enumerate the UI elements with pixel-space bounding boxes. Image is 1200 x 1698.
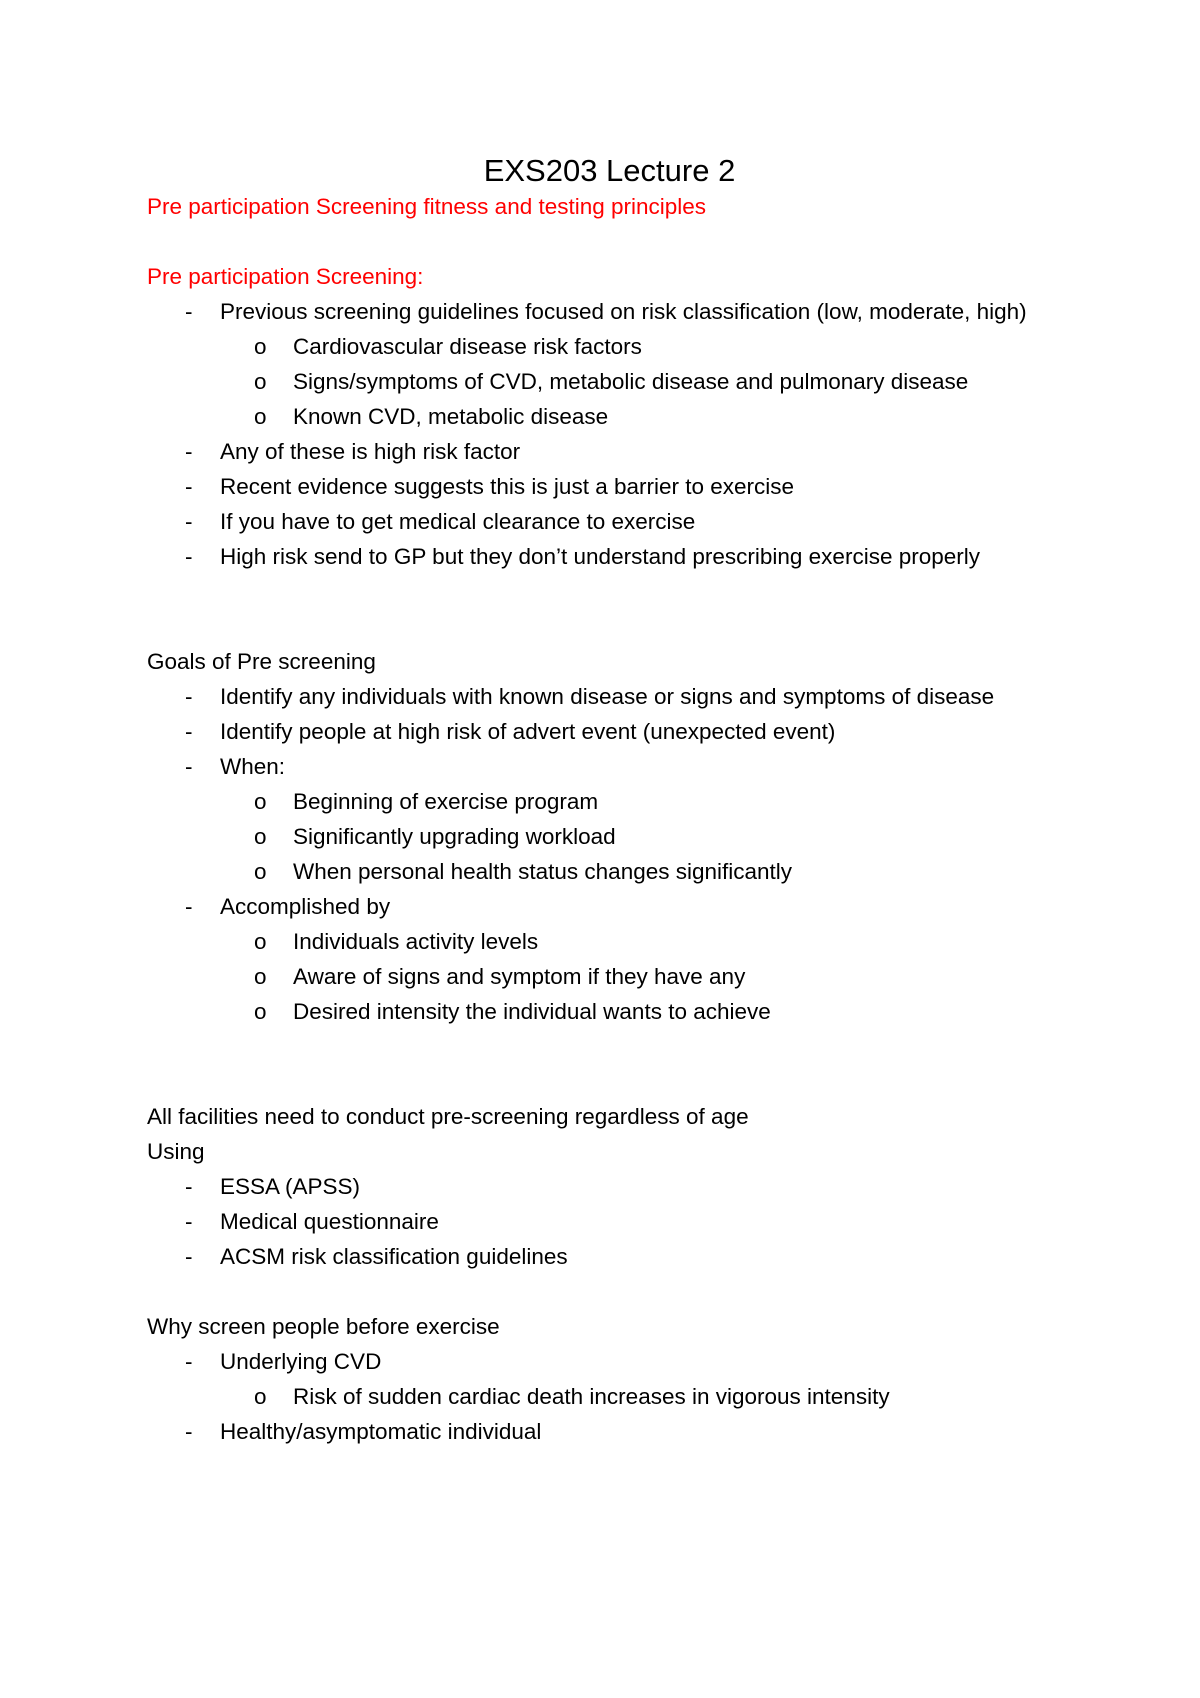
sub-list-item (220, 399, 1080, 434)
list-item (147, 889, 1080, 1029)
list-item (147, 434, 1080, 469)
list-item-text: Previous screening guidelines focused on risk classification (low, moderate, high) (220, 299, 1027, 324)
section1-list (147, 294, 1080, 574)
circle-bullet: o (254, 859, 267, 884)
list-item-text: If you have to get medical clearance to exercise (220, 509, 696, 534)
circle-bullet: o (254, 404, 267, 429)
dash-bullet: - (185, 299, 193, 324)
list-item (147, 749, 1080, 889)
section2-list (147, 679, 1080, 1029)
dash-bullet: - (185, 509, 193, 534)
circle-bullet: o (254, 369, 267, 394)
circle-bullet: o (254, 1384, 267, 1409)
section-heading-goals: Goals of Pre screening (147, 649, 376, 674)
list-item-text: ACSM risk classification guidelines (220, 1244, 568, 1269)
page-title: EXS203 Lecture 2 (483, 153, 736, 188)
sub-list-item-text: Cardiovascular disease risk factors (293, 334, 642, 359)
sub-list-item-text: Significantly upgrading workload (293, 824, 616, 849)
section4-list (147, 1344, 1080, 1449)
sub-list-item (220, 924, 1080, 959)
list-item (147, 294, 1080, 434)
sub-list-item (220, 1379, 1080, 1414)
sub-list-item-text: Beginning of exercise program (293, 789, 599, 814)
paragraph-facilities: All facilities need to conduct pre-screening regardless of age (147, 1104, 749, 1129)
section-heading-why-screen: Why screen people before exercise (147, 1314, 500, 1339)
dash-bullet: - (185, 544, 193, 569)
list-item (147, 1169, 1080, 1204)
circle-bullet: o (254, 929, 267, 954)
list-item (147, 469, 1080, 504)
list-item-text: Any of these is high risk factor (220, 439, 521, 464)
list-item (147, 539, 1080, 574)
list-item-text: Healthy/asymptomatic individual (220, 1419, 542, 1444)
list-item (147, 504, 1080, 539)
sub-list-item (220, 854, 1080, 889)
spacer (147, 224, 1080, 259)
list-item (147, 1239, 1080, 1274)
circle-bullet: o (254, 999, 267, 1024)
dash-bullet: - (185, 1174, 193, 1199)
sub-list (220, 1379, 1080, 1414)
circle-bullet: o (254, 824, 267, 849)
list-item-text: Identify people at high risk of advert event (unexpected event) (220, 719, 836, 744)
list-item (147, 1204, 1080, 1239)
spacer (147, 1274, 1080, 1309)
sub-list (220, 924, 1080, 1029)
list-item-text: Accomplished by (220, 894, 391, 919)
list-item-text: High risk send to GP but they don’t understand prescribing exercise properly (220, 544, 980, 569)
dash-bullet: - (185, 894, 193, 919)
list-item (147, 714, 1080, 749)
sub-list-item-text: Aware of signs and symptom if they have any (293, 964, 746, 989)
dash-bullet: - (185, 474, 193, 499)
dash-bullet: - (185, 684, 193, 709)
list-item-text: Underlying CVD (220, 1349, 382, 1374)
paragraph-using: Using (147, 1139, 205, 1164)
dash-bullet: - (185, 1209, 193, 1234)
list-item-text: Medical questionnaire (220, 1209, 439, 1234)
dash-bullet: - (185, 439, 193, 464)
spacer (147, 1029, 1080, 1099)
sub-list-item (220, 959, 1080, 994)
sub-list-item-text: Individuals activity levels (293, 929, 539, 954)
sub-list-item-text: When personal health status changes significantly (293, 859, 793, 884)
list-item (147, 1344, 1080, 1414)
sub-list-item (220, 784, 1080, 819)
list-item-text: ESSA (APSS) (220, 1174, 361, 1199)
dash-bullet: - (185, 754, 193, 779)
sub-list-item (220, 364, 1080, 399)
sub-list-item (220, 329, 1080, 364)
circle-bullet: o (254, 334, 267, 359)
page-subtitle: Pre participation Screening fitness and testing principles (147, 194, 707, 219)
circle-bullet: o (254, 964, 267, 989)
sub-list-item-text: Known CVD, metabolic disease (293, 404, 609, 429)
list-item (147, 1414, 1080, 1449)
section-heading-pre-participation: Pre participation Screening: (147, 264, 424, 289)
section3-list (147, 1169, 1080, 1274)
sub-list-item (220, 819, 1080, 854)
list-item-text: Recent evidence suggests this is just a barrier to exercise (220, 474, 795, 499)
dash-bullet: - (185, 1244, 193, 1269)
circle-bullet: o (254, 789, 267, 814)
dash-bullet: - (185, 719, 193, 744)
sub-list-item-text: Signs/symptoms of CVD, metabolic disease and pulmonary disease (293, 369, 969, 394)
list-item-text: Identify any individuals with known disease or signs and symptoms of disease (220, 684, 995, 709)
list-item-text: When: (220, 754, 286, 779)
dash-bullet: - (185, 1349, 193, 1374)
sub-list-item-text: Risk of sudden cardiac death increases in vigorous intensity (293, 1384, 890, 1409)
spacer (147, 574, 1080, 644)
sub-list (220, 329, 1080, 434)
sub-list (220, 784, 1080, 889)
sub-list-item (220, 994, 1080, 1029)
list-item (147, 679, 1080, 714)
dash-bullet: - (185, 1419, 193, 1444)
sub-list-item-text: Desired intensity the individual wants to achieve (293, 999, 771, 1024)
